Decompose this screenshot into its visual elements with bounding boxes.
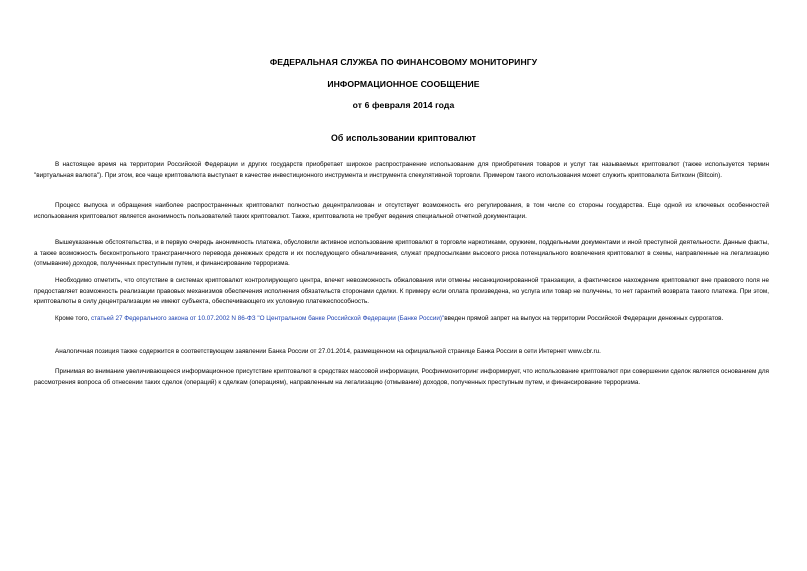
federal-law-link[interactable]: статьей 27 Федерального закона от 10.07.2002 N 86-ФЗ "О Центральном банке Российской Федерации (Банке России)"	[91, 315, 445, 322]
paragraph-1: В настоящее время на территории Российской Федерации и других государств приобретает широкое распространение использование для приобретения товаров и услуг так называемых криптовалют (также используется термин "виртуальная валюта"). При этом, все чаще криптовалюта выступает в качестве инвестиционного инструмента и инструмента спекулятивной торговли. Примером такого использования может служить криптовалюта Биткоин (Bitcoin).	[34, 161, 769, 179]
document-subject: Об использовании криптовалют	[330, 133, 476, 143]
paragraph-5	[34, 314, 769, 325]
paragraph-3: Вышеуказанные обстоятельства, и в первую очередь анонимность платежа, обусловили активное использование криптовалют в торговле наркотиками, оружием, поддельными документами и иной преступной деятельности. Данные факты, а также возможность бесконтрольного трансграничного перевода денежных средств и их последующего обналичивания, служат предпосылками высокого риска потенциального вовлечения криптовалют в схемы, направленные на легализацию (отмывание) доходов, полученных преступным путем, и финансирование терроризма.	[34, 239, 769, 268]
agency-heading: ФЕДЕРАЛЬНАЯ СЛУЖБА ПО ФИНАНСОВОМУ МОНИТОРИНГУ	[269, 57, 538, 67]
document-type-heading: ИНФОРМАЦИОННОЕ СООБЩЕНИЕ	[327, 79, 480, 89]
paragraph-5-tail: введен прямой запрет на выпуск на территории Российской Федерации денежных суррогатов.	[444, 315, 724, 322]
paragraph-7: Принимая во внимание увеличивающееся информационное присутствие криптовалют в средствах массовой информации, Росфинмониторинг информирует, что использование криптовалют при совершении сделок является основанием для рассмотрения вопроса об отнесении таких сделок (операций) к сделкам (операциям), направленным на легализацию (отмывание) доходов, полученных преступным путем, и финансирование терроризма.	[34, 368, 769, 386]
paragraph-5-lead: Кроме того,	[55, 315, 91, 322]
paragraph-2: Процесс выпуска и обращения наиболее распространенных криптовалют полностью децентрализован и отсутствует возможность его регулирования, в том числе со стороны государства. Еще одной из ключевых особенностей использования криптовалют является анонимность пользователей таких криптовалют. Также, криптовалюта не требует ведения специальной отчетной документации.	[34, 202, 769, 220]
document-date: от 6 февраля 2014 года	[352, 100, 455, 110]
paragraph-4: Необходимо отметить, что отсутствие в системах криптовалют контролирующего центра, влечет невозможность обжалования или отмены несанкционированной транзакции, а фактическое нахождение криптовалют вне правового поля не предоставляет возможность реализации правовых механизмов обеспечения исполнения обязательств сторонами сделки. К примеру если оплата произведена, но услуга или товар не получены, то нет гарантий возврата такого платежа. При этом, криптовалюты в силу децентрализации не имеют субъекта, обеспечивающего их условную платежеспособность.	[34, 277, 769, 306]
paragraph-6: Аналогичная позиция также содержится в соответствующем заявлении Банка России от 27.01.2014, размещенном на официальной странице Банка России в сети Интернет www.cbr.ru.	[55, 348, 601, 355]
